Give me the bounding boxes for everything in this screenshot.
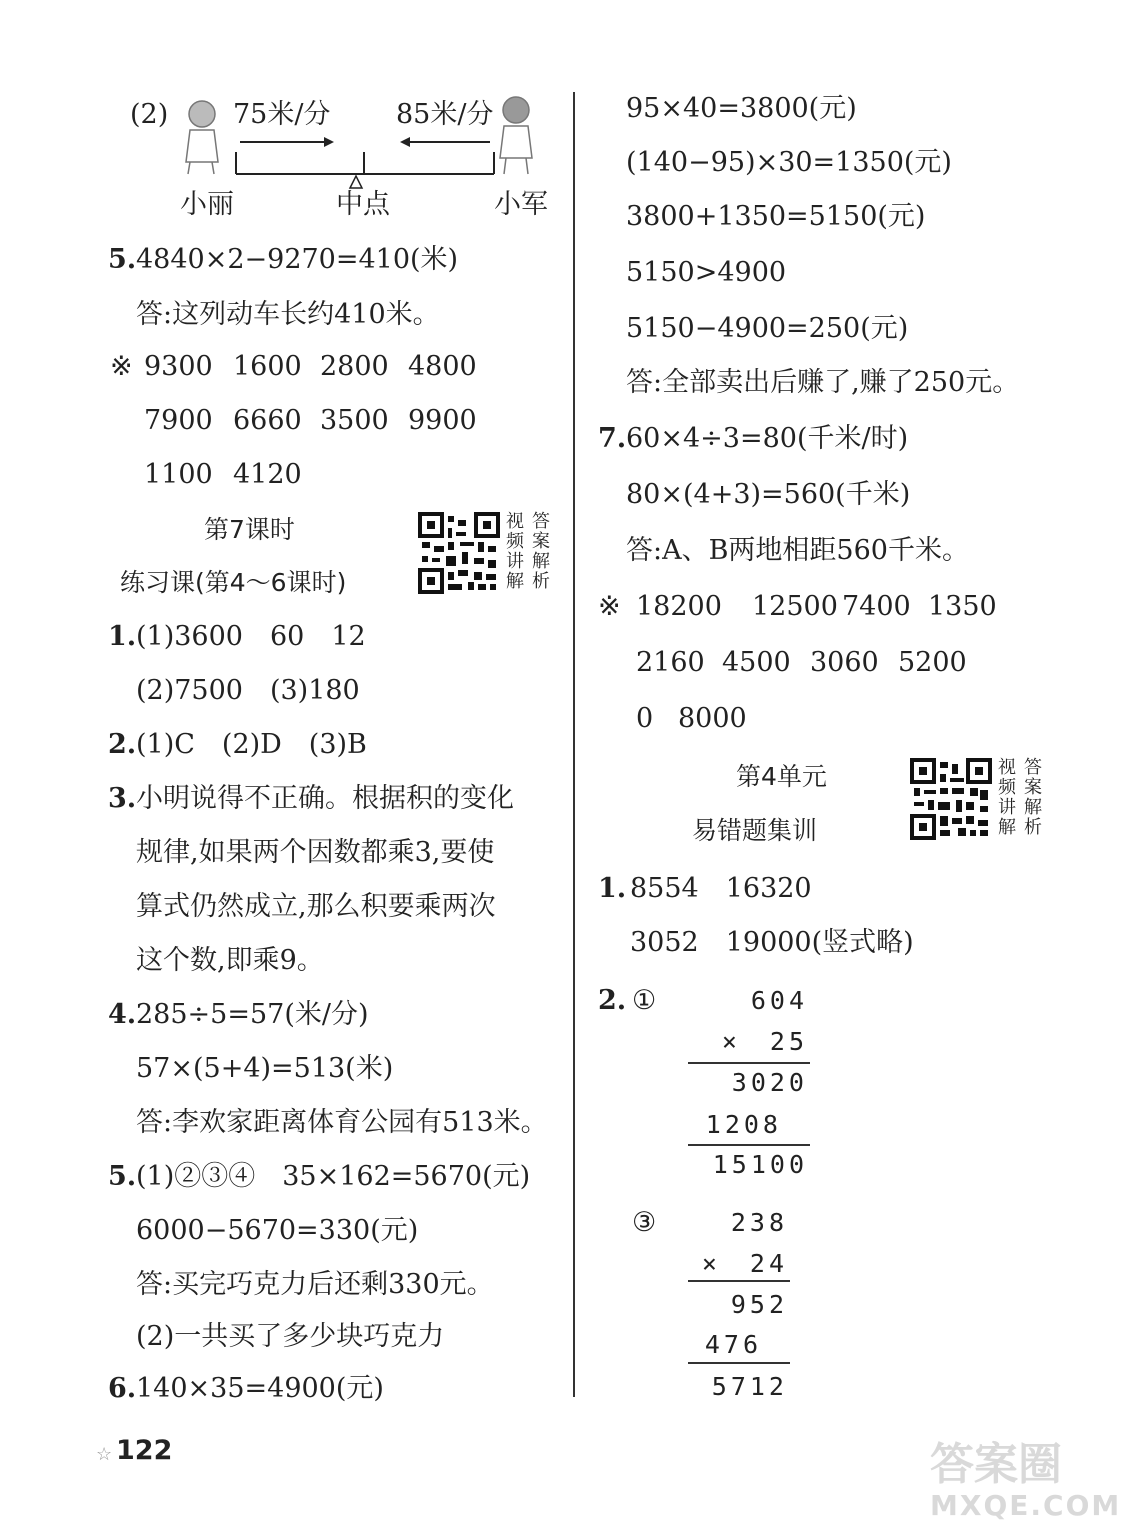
p1-line: (1)3600 60 12	[136, 621, 366, 652]
calc-multiplicand: 238	[730, 1208, 788, 1237]
unit-title: 第4单元	[736, 762, 827, 791]
calc-line: 5150>4900	[626, 257, 787, 288]
calc-partial: 952	[730, 1290, 788, 1319]
star-decoration-icon: ☆	[96, 1444, 113, 1465]
question-number: 5.	[108, 1161, 137, 1192]
question-number: 2.	[598, 985, 627, 1016]
calc-multiplicand: 604	[750, 986, 808, 1015]
calc-mark: ③	[632, 1207, 657, 1238]
qr-label: 答案解析	[1024, 757, 1042, 838]
unit-subtitle: 易错题集训	[692, 816, 818, 845]
star-value: 4500	[722, 647, 791, 678]
star-value: 7400	[842, 591, 911, 622]
calc-partial: 1208	[705, 1110, 782, 1139]
watermark-url: MXQE.COM	[930, 1489, 1121, 1522]
star-value: 9300	[144, 351, 213, 382]
girl-figure-icon	[186, 101, 218, 174]
calc-rule	[688, 1362, 790, 1364]
speed-right: 85米/分	[396, 99, 494, 130]
diagram-label: (2)	[130, 99, 169, 130]
star-value: 1350	[928, 591, 997, 622]
boy-figure-icon	[500, 97, 532, 174]
star-value: 3500	[320, 405, 389, 436]
qr-code-icon[interactable]	[910, 758, 992, 840]
star-value: 4800	[408, 351, 477, 382]
p4-line: 答:李欢家距离体育公园有513米。	[136, 1107, 548, 1138]
p3-line: 规律,如果两个因数都乘3,要使	[136, 837, 495, 868]
calc-result: 15100	[712, 1150, 808, 1179]
column-divider	[573, 92, 575, 1397]
q7-answer: 答:A、B两地相距560千米。	[626, 535, 969, 566]
star-mark: ※	[598, 591, 621, 622]
star-value: 4120	[233, 459, 302, 490]
star-value: 1100	[144, 459, 213, 490]
p6-line: 140×35=4900(元)	[136, 1373, 384, 1404]
p3-line: 这个数,即乘9。	[136, 945, 324, 976]
p3-line: 算式仍然成立,那么积要乘两次	[136, 891, 496, 922]
calc-line: (140−95)×30=1350(元)	[626, 147, 952, 178]
lesson-subtitle: 练习课(第4～6课时)	[120, 568, 347, 597]
name-right: 小军	[494, 189, 548, 220]
p5-line: 6000−5670=330(元)	[136, 1215, 419, 1246]
question-number: 2.	[108, 729, 137, 760]
calc-rule	[688, 1062, 810, 1064]
calc-partial: 476	[704, 1330, 762, 1359]
q5-answer: 答:这列动车长约410米。	[136, 299, 440, 330]
speed-left: 75米/分	[233, 99, 331, 130]
calc-rule	[688, 1280, 790, 1282]
star-value: 18200	[636, 591, 722, 622]
p4-line: 285÷5=57(米/分)	[136, 999, 369, 1030]
calc-line: 3800+1350=5150(元)	[626, 201, 926, 232]
p5-line: (1)②③④ 35×162=5670(元)	[136, 1161, 531, 1192]
page-number: 122	[116, 1435, 173, 1466]
question-number: 5.	[108, 244, 137, 275]
calc-multiplier: × 25	[721, 1027, 808, 1056]
star-value: 9900	[408, 405, 477, 436]
p3-line: 小明说得不正确。根据积的变化	[136, 783, 514, 814]
lesson-title: 第7课时	[204, 515, 295, 544]
calc-mark: ①	[632, 985, 657, 1016]
watermark-logo: 答案圈	[930, 1439, 1062, 1490]
star-value: 2800	[320, 351, 389, 382]
question-number: 7.	[598, 423, 627, 454]
calc-multiplier: × 24	[701, 1249, 788, 1278]
star-value: 5200	[898, 647, 967, 678]
question-number: 3.	[108, 783, 137, 814]
star-value: 3060	[810, 647, 879, 678]
calc-result: 5712	[711, 1372, 788, 1401]
p1-line: (2)7500 (3)180	[136, 675, 360, 706]
e1-line: 3052 19000(竖式略)	[630, 927, 914, 958]
star-value: 1600	[233, 351, 302, 382]
star-value: 2160	[636, 647, 705, 678]
calc-rule	[688, 1144, 810, 1146]
star-value: 0	[636, 703, 654, 734]
star-value: 8000	[678, 703, 747, 734]
answer-line: 答:全部卖出后赚了,赚了250元。	[626, 367, 1020, 398]
p4-line: 57×(5+4)=513(米)	[136, 1053, 394, 1084]
qr-label: 视频讲解	[506, 511, 524, 592]
e1-line: 8554 16320	[630, 873, 812, 904]
star-value: 6660	[233, 405, 302, 436]
q7-line: 60×4÷3=80(千米/时)	[626, 423, 909, 454]
calc-partial: 3020	[731, 1068, 808, 1097]
question-number: 1.	[598, 873, 627, 904]
calc-line: 95×40=3800(元)	[626, 93, 857, 124]
question-number: 1.	[108, 621, 137, 652]
p5-line: (2)一共买了多少块巧克力	[136, 1321, 445, 1352]
p2-line: (1)C (2)D (3)B	[136, 729, 367, 760]
question-number: 6.	[108, 1373, 137, 1404]
question-number: 4.	[108, 999, 137, 1030]
qr-code-icon[interactable]	[418, 512, 500, 594]
q7-line: 80×(4+3)=560(千米)	[626, 479, 911, 510]
star-value: 12500	[752, 591, 838, 622]
q5-calc: 4840×2−9270=410(米)	[136, 244, 459, 275]
p5-line: 答:买完巧克力后还剩330元。	[136, 1269, 494, 1300]
star-value: 7900	[144, 405, 213, 436]
star-mark: ※	[110, 351, 133, 382]
calc-line: 5150−4900=250(元)	[626, 313, 909, 344]
name-mid: 中点	[336, 189, 390, 220]
qr-label: 视频讲解	[998, 757, 1016, 838]
name-left: 小丽	[180, 189, 234, 220]
qr-label: 答案解析	[532, 511, 550, 592]
